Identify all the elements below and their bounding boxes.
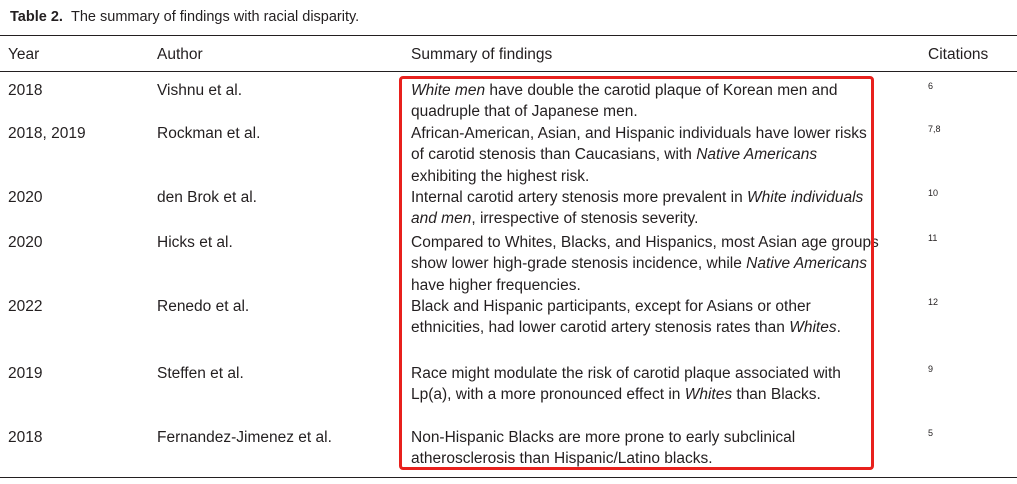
row-year: 2020 [8, 189, 43, 206]
row-author: den Brok et al. [157, 189, 257, 206]
row-year: 2018 [8, 82, 43, 99]
highlight-box [399, 76, 874, 470]
row-author: Hicks et al. [157, 234, 233, 251]
row-citation: 7,8 [928, 124, 941, 134]
header-year: Year [8, 46, 40, 63]
row-year: 2022 [8, 298, 43, 315]
row-citation: 6 [928, 81, 934, 91]
row-author: Vishnu et al. [157, 82, 243, 99]
row-summary: African-American, Asian, and Hispanic individuals have lower risks of carotid stenosis than Caucasians, with Native Americans exhibiting the highest risk. [411, 125, 867, 185]
table-label: Table 2. [10, 9, 63, 25]
row-author: Steffen et al. [157, 365, 244, 382]
row-year: 2019 [8, 365, 43, 382]
header-summary: Summary of findings [411, 46, 553, 63]
bottom-rule [0, 477, 1017, 478]
row-year: 2018, 2019 [8, 125, 86, 142]
row-summary: Internal carotid artery stenosis more prevalent in White individuals and men, irrespective of stenosis severity. [411, 189, 864, 228]
row-summary: Black and Hispanic participants, except for Asians or other ethnicities, had lower carotid artery stenosis rates than Whites. [411, 298, 841, 337]
row-citation: 12 [928, 297, 939, 307]
row-citation: 11 [928, 233, 938, 243]
row-year: 2018 [8, 429, 43, 446]
row-author: Renedo et al. [157, 298, 250, 315]
row-citation: 10 [928, 188, 939, 198]
row-citation: 9 [928, 364, 934, 374]
row-summary: Race might modulate the risk of carotid plaque associated with Lp(a), with a more pronounced effect in Whites than Blacks. [411, 365, 841, 404]
row-citation: 5 [928, 428, 934, 438]
header-rule [0, 71, 1017, 72]
top-rule [0, 35, 1017, 36]
row-summary: Compared to Whites, Blacks, and Hispanics, most Asian age groups show lower high-grade stenosis incidence, while Native Americans have higher frequencies. [411, 234, 879, 294]
row-year: 2020 [8, 234, 43, 251]
row-author: Fernandez-Jimenez et al. [157, 429, 332, 446]
table-caption [10, 8, 359, 26]
header-author: Author [157, 46, 203, 63]
row-author: Rockman et al. [157, 125, 261, 142]
header-citations: Citations [928, 46, 989, 63]
row-summary: White men have double the carotid plaque of Korean men and quadruple that of Japanese men. [411, 82, 838, 121]
table-title: The summary of findings with racial disparity. [70, 9, 360, 25]
row-summary: Non-Hispanic Blacks are more prone to early subclinical atherosclerosis than Hispanic/Latino blacks. [411, 429, 796, 468]
